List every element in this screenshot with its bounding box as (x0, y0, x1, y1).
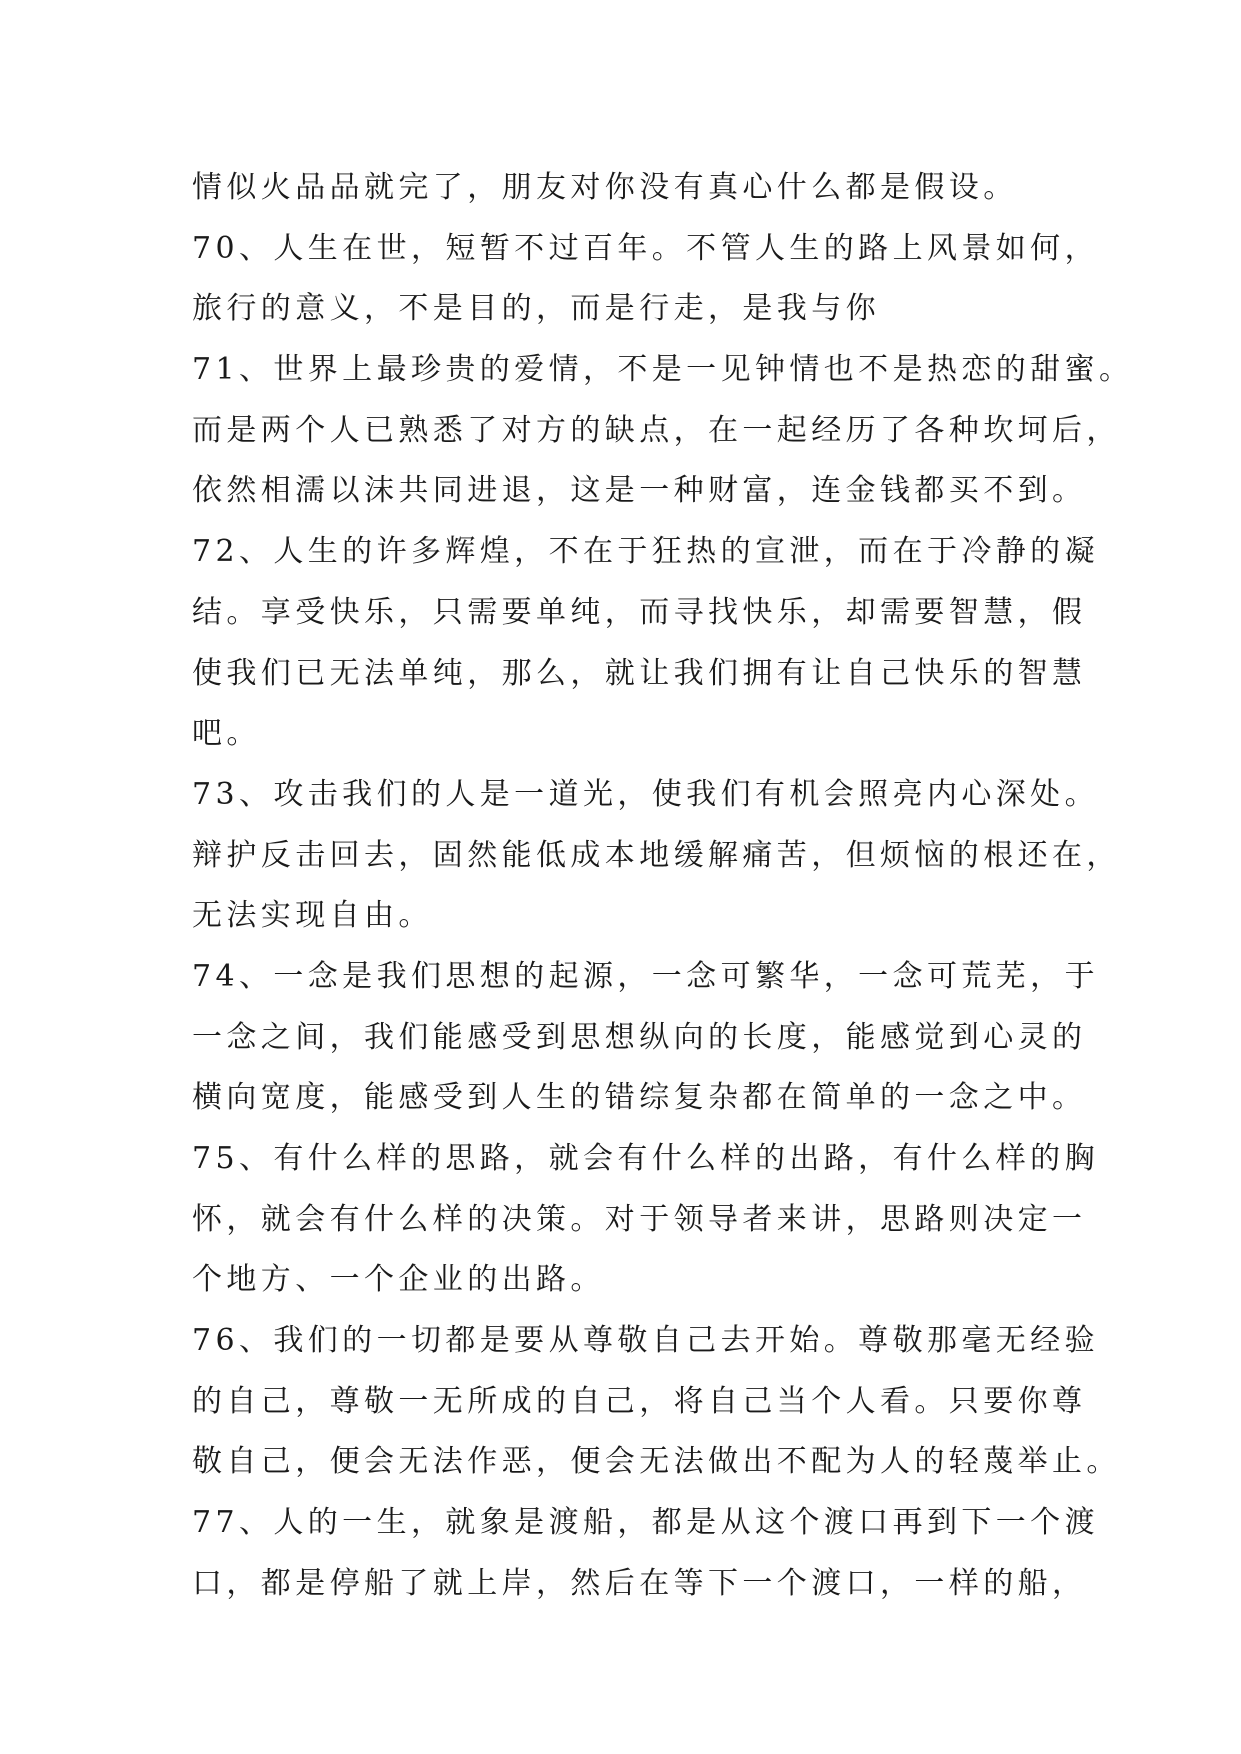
text-line: 吧。 (192, 716, 261, 752)
text-line: 71、世界上最珍贵的爱情，不是一见钟情也不是热恋的甜蜜。 (192, 352, 1134, 388)
text-line: 依然相濡以沫共同进退，这是一种财富，连金钱都买不到。 (192, 473, 1087, 509)
text-line: 情似火品品就完了，朋友对你没有真心什么都是假设。 (192, 170, 1018, 205)
text-line: 使我们已无法单纯，那么，就让我们拥有让自己快乐的智慧 (192, 655, 1087, 691)
text-line: 怀，就会有什么样的决策。对于领导者来讲，思路则决定一 (192, 1201, 1087, 1237)
text-line: 76、我们的一切都是要从尊敬自己去开始。尊敬那毫无经验 (192, 1323, 1099, 1359)
text-line: 旅行的意义，不是目的，而是行走，是我与你 (192, 291, 880, 327)
text-line: 横向宽度，能感受到人生的错综复杂都在简单的一念之中。 (192, 1080, 1087, 1116)
text-line: 口，都是停船了就上岸，然后在等下一个渡口，一样的船， (192, 1565, 1087, 1601)
text-line: 74、一念是我们思想的起源，一念可繁华，一念可荒芜，于 (192, 958, 1099, 994)
text-line: 敬自己，便会无法作恶，便会无法做出不配为人的轻蔑举止。 (192, 1444, 1121, 1480)
text-line: 的自己，尊敬一无所成的自己，将自己当个人看。只要你尊 (192, 1383, 1087, 1419)
text-line: 结。享受快乐，只需要单纯，而寻找快乐，却需要智慧，假 (192, 594, 1087, 630)
text-line: 无法实现自由。 (192, 898, 433, 934)
text-line: 一念之间，我们能感受到思想纵向的长度，能感觉到心灵的 (192, 1019, 1087, 1055)
text-line: 辩护反击回去，固然能低成本地缓解痛苦，但烦恼的根还在， (192, 837, 1121, 873)
text-line: 而是两个人已熟悉了对方的缺点，在一起经历了各种坎坷后， (192, 412, 1121, 448)
text-line: 73、攻击我们的人是一道光，使我们有机会照亮内心深处。 (192, 776, 1099, 812)
text-line: 72、人生的许多辉煌，不在于狂热的宣泄，而在于冷静的凝 (192, 534, 1099, 570)
text-line: 77、人的一生，就象是渡船，都是从这个渡口再到下一个渡 (192, 1505, 1099, 1541)
text-line: 个地方、一个企业的出路。 (192, 1262, 605, 1298)
text-line: 70、人生在世，短暂不过百年。不管人生的路上风景如何， (192, 230, 1099, 266)
text-line: 75、有什么样的思路，就会有什么样的出路，有什么样的胸 (192, 1141, 1099, 1176)
text-body (192, 158, 1134, 1615)
